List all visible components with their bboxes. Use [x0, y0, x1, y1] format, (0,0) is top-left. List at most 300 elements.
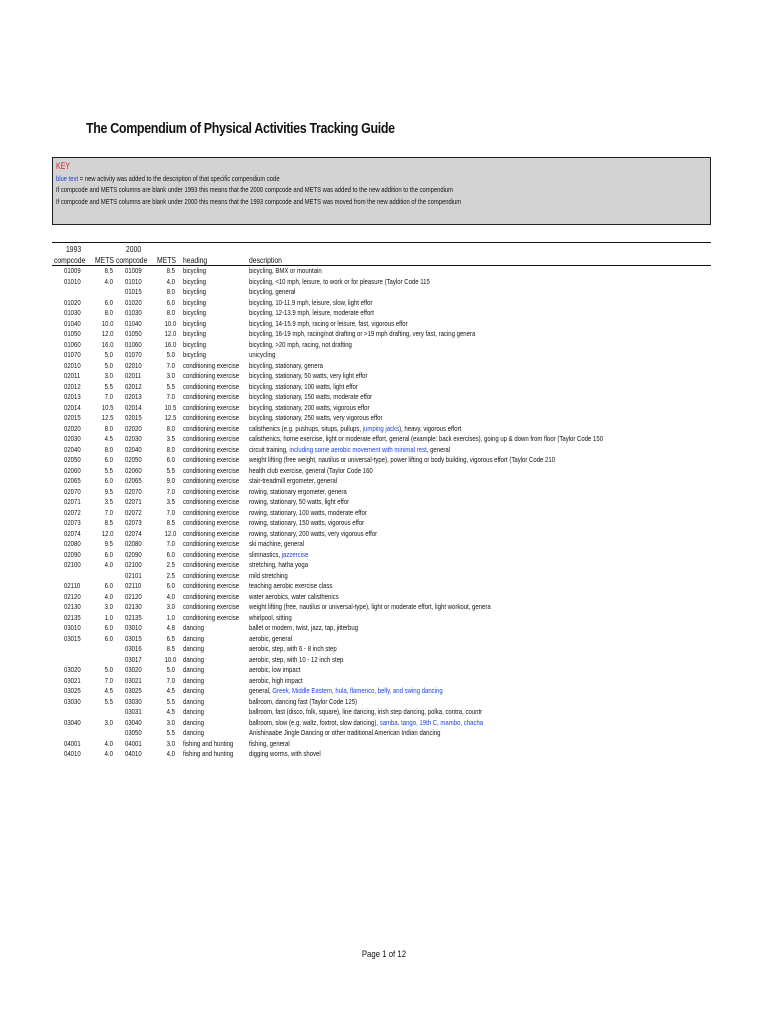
activity-heading: fishing and hunting: [183, 738, 234, 748]
table-row: [52, 434, 711, 445]
table-top-rule: [52, 242, 711, 243]
compcode-1993: 01050: [64, 329, 81, 338]
compcode-2000: 02100: [125, 560, 142, 569]
table-row: [52, 298, 711, 309]
table-row: [52, 623, 711, 634]
activity-heading: conditioning exercise: [183, 392, 240, 401]
activity-description: [249, 287, 295, 298]
table-row: [52, 266, 711, 277]
mets-2000: 6.0: [166, 455, 175, 464]
mets-1993: 5.0: [104, 350, 113, 359]
mets-2000: 10.0: [164, 654, 177, 664]
mets-2000: 4.0: [166, 749, 175, 758]
description-text: weight lifting (free weight, nautilus or universal-type), power lifting or body building, vigorous effort (Taylor Code 210: [249, 455, 556, 464]
compcode-2000: 02060: [125, 465, 142, 475]
compcode-1993: 02135: [64, 612, 81, 622]
compcode-2000: 03025: [125, 686, 142, 695]
mets-2000: 3.5: [166, 434, 175, 443]
compcode-1993: 04010: [64, 749, 81, 758]
activity-description: [249, 298, 373, 309]
mets-1993: 4.5: [104, 686, 113, 695]
compcode-2000: 02074: [125, 528, 142, 538]
description-text: bicycling, <10 mph, leisure, to work or for pleasure (Taylor Code 115: [249, 276, 430, 286]
compcode-2000: 02072: [125, 507, 142, 517]
activity-heading: conditioning exercise: [183, 612, 240, 622]
compcode-2000: 01070: [125, 350, 142, 359]
compcode-1993: 01020: [64, 297, 81, 307]
description-text: whirlpool, sitting: [249, 612, 292, 622]
activity-description: [249, 340, 352, 351]
activity-heading: conditioning exercise: [183, 497, 240, 506]
mets-2000: 7.0: [166, 507, 175, 517]
description-text: weight lifting (free, nautilus or universal-type), light or moderate effort, light workout, genera: [249, 602, 491, 611]
mets-2000: 7.0: [166, 360, 175, 370]
compcode-2000: 02011: [125, 371, 142, 380]
activity-heading: conditioning exercise: [183, 507, 240, 517]
compcode-1993: 02072: [64, 507, 81, 517]
table-row: [52, 613, 711, 624]
table-row: [52, 361, 711, 372]
activity-description: [249, 361, 323, 372]
table-row: [52, 476, 711, 487]
description-text: bicycling, >20 mph, racing, not drafting: [249, 339, 352, 349]
mets-1993: 6.0: [104, 633, 113, 643]
compcode-1993: 01010: [64, 276, 81, 286]
activity-heading: conditioning exercise: [183, 518, 240, 527]
compcode-2000: 02130: [125, 602, 142, 611]
activity-heading: conditioning exercise: [183, 434, 240, 443]
table-row: [52, 739, 711, 750]
mets-2000: 6.0: [166, 297, 175, 307]
table-row: [52, 697, 711, 708]
mets-1993: 6.0: [104, 455, 113, 464]
table-row: [52, 676, 711, 687]
activity-heading: dancing: [183, 696, 205, 706]
activity-description: [249, 676, 303, 687]
table-row: [52, 634, 711, 645]
compcode-1993: 02050: [64, 455, 81, 464]
table-row: [52, 445, 711, 456]
compcode-2000: 03021: [125, 675, 142, 685]
activity-description: [249, 634, 292, 645]
description-text: aerobic, step, with 10 - 12 inch step: [249, 654, 344, 664]
activity-heading: dancing: [183, 686, 205, 695]
activity-description: [249, 602, 491, 613]
compcode-1993: 01040: [64, 318, 81, 328]
compcode-2000: 01009: [125, 266, 142, 275]
compcode-1993: 03015: [64, 633, 81, 643]
activity-description: [249, 718, 483, 729]
compcode-2000: 01050: [125, 329, 142, 338]
compcode-2000: 02013: [125, 392, 142, 401]
activity-description: [249, 487, 347, 498]
compcode-1993: 02100: [64, 560, 81, 569]
activity-description: [249, 592, 339, 603]
column-header-row: [52, 255, 711, 266]
description-text: general,: [249, 686, 273, 695]
mets-1993: 6.0: [104, 623, 113, 632]
activity-heading: conditioning exercise: [183, 402, 240, 412]
description-text: digging worms, with shovel: [249, 749, 321, 758]
table-row: [52, 329, 711, 340]
mets-2000: 4.5: [166, 707, 175, 716]
mets-2000: 7.0: [166, 539, 175, 548]
column-header: compcode: [116, 254, 148, 265]
mets-1993: 10.5: [101, 402, 114, 412]
activities-table: [52, 244, 711, 760]
activity-description: [249, 277, 430, 288]
page-title: The Compendium of Physical Activities Tracking Guide: [86, 121, 395, 137]
mets-1993: 7.0: [104, 675, 113, 685]
column-header: heading: [183, 254, 208, 265]
compcode-1993: 02120: [64, 591, 81, 601]
activity-description: [249, 455, 555, 466]
description-text: bicycling, stationary, 200 watts, vigorous effor: [249, 402, 370, 412]
mets-1993: 8.0: [104, 308, 113, 317]
table-row: [52, 529, 711, 540]
compcode-1993: 02130: [64, 602, 81, 611]
activity-description: [249, 529, 377, 540]
table-row: [52, 581, 711, 592]
table-row: [52, 707, 711, 718]
activity-description: [249, 518, 364, 529]
activity-heading: bicycling: [183, 318, 207, 328]
mets-1993: 5.0: [104, 360, 113, 370]
compcode-1993: 02071: [64, 497, 81, 506]
activity-description: [249, 560, 308, 571]
description-text: aerobic, low impact: [249, 665, 301, 674]
activity-heading: conditioning exercise: [183, 591, 240, 601]
compcode-1993: 02090: [64, 549, 81, 559]
compcode-1993: 02010: [64, 360, 81, 370]
activity-heading: dancing: [183, 633, 205, 643]
activity-description: [249, 382, 358, 393]
description-text: aerobic, high impact: [249, 675, 303, 685]
description-text: bicycling, 10-11.9 mph, leisure, slow, light effor: [249, 297, 373, 307]
table-row: [52, 382, 711, 393]
compcode-1993: 03025: [64, 686, 81, 695]
mets-2000: 3.5: [166, 497, 175, 506]
mets-1993: 1.0: [104, 612, 113, 622]
activity-heading: dancing: [183, 665, 205, 674]
activity-description: [249, 686, 443, 697]
mets-2000: 9.0: [166, 476, 175, 485]
table-row: [52, 655, 711, 666]
mets-1993: 8.5: [104, 518, 113, 527]
description-text: ballet or modern, twist, jazz, tap, jitterbug: [249, 623, 359, 632]
mets-2000: 3.0: [166, 717, 175, 727]
description-text: water aerobics, water calisthenics: [249, 591, 339, 601]
compcode-2000: 02015: [125, 413, 142, 422]
description-text: stretching, hatha yoga: [249, 560, 309, 569]
description-text: Anishinaabe Jingle Dancing or other traditional American Indian dancing: [249, 728, 441, 737]
mets-2000: 7.0: [166, 486, 175, 496]
column-header: METS: [157, 254, 176, 265]
year-2000-label: 2000: [126, 244, 142, 254]
activity-description: [249, 319, 408, 330]
activity-heading: bicycling: [183, 297, 207, 307]
mets-1993: 4.0: [104, 749, 113, 758]
compcode-2000: 03050: [125, 728, 142, 737]
compcode-2000: 03015: [125, 633, 142, 643]
mets-1993: 8.0: [104, 423, 113, 433]
compcode-2000: 03040: [125, 717, 142, 727]
table-row: [52, 371, 711, 382]
description-text: calisthenics (e.g. pushups, situps, pullups,: [249, 423, 363, 433]
activity-heading: dancing: [183, 623, 205, 632]
mets-1993: 3.5: [104, 497, 113, 506]
year-1993-label: 1993: [66, 244, 82, 254]
mets-1993: 4.5: [104, 434, 113, 443]
compcode-1993: 02015: [64, 413, 81, 422]
description-text: bicycling, stationary, genera: [249, 360, 323, 370]
activity-heading: conditioning exercise: [183, 602, 240, 611]
mets-1993: 6.0: [104, 549, 113, 559]
description-text: bicycling, stationary, 100 watts, light effor: [249, 381, 358, 391]
compcode-1993: 01070: [64, 350, 81, 359]
compcode-2000: 02071: [125, 497, 142, 506]
mets-1993: 3.0: [104, 717, 113, 727]
activity-heading: conditioning exercise: [183, 455, 240, 464]
mets-1993: 5.0: [104, 665, 113, 674]
description-new-text: jumping jacks: [362, 423, 400, 433]
table-row: [52, 340, 711, 351]
mets-1993: 4.0: [104, 591, 113, 601]
description-text: mild stretching: [249, 570, 288, 580]
mets-2000: 5.5: [166, 728, 175, 737]
mets-1993: 4.0: [104, 738, 113, 748]
activity-description: [249, 749, 321, 760]
compcode-1993: 02070: [64, 486, 81, 496]
activity-description: [249, 466, 373, 477]
compcode-1993: 04001: [64, 738, 81, 748]
mets-2000: 5.0: [166, 350, 175, 359]
key-line-1: [56, 173, 564, 185]
mets-2000: 1.0: [166, 612, 175, 622]
page-number: Page 1 of 12: [361, 949, 407, 960]
mets-2000: 5.5: [166, 381, 175, 391]
compcode-2000: 02020: [125, 423, 142, 433]
activity-description: [249, 697, 357, 708]
compcode-2000: 02120: [125, 591, 142, 601]
activity-description: [249, 329, 475, 340]
description-text: health club exercise, general (Taylor Code 160: [249, 465, 373, 475]
activity-description: [249, 350, 275, 361]
activity-heading: conditioning exercise: [183, 528, 240, 538]
compcode-2000: 02080: [125, 539, 142, 548]
mets-2000: 8.0: [166, 308, 175, 317]
mets-1993: 8.0: [104, 444, 113, 454]
description-text: ballroom, dancing fast (Taylor Code 125): [249, 696, 358, 706]
table-row: [52, 749, 711, 760]
mets-1993: 7.0: [104, 392, 113, 401]
mets-2000: 5.0: [166, 665, 175, 674]
compcode-2000: 01060: [125, 339, 142, 349]
description-text: ballroom, fast (disco, folk, square), line dancing, irish step dancing, polka, contra, countr: [249, 707, 483, 716]
activity-description: [249, 476, 337, 487]
compcode-2000: 02065: [125, 476, 142, 485]
mets-2000: 8.5: [166, 644, 175, 653]
mets-1993: 4.0: [104, 560, 113, 569]
description-new-text: Greek, Middle Eastern, hula, flamenco, belly, and swing dancing: [272, 686, 443, 695]
mets-1993: 10.0: [101, 318, 114, 328]
compcode-2000: 02012: [125, 381, 142, 391]
compcode-2000: 01040: [125, 318, 142, 328]
compcode-2000: 02070: [125, 486, 142, 496]
mets-2000: 16.0: [164, 339, 177, 349]
activity-heading: dancing: [183, 654, 205, 664]
description-text: bicycling, 16-19 mph, racing/not drafting or >19 mph drafting, very fast, racing genera: [249, 329, 476, 338]
table-row: [52, 592, 711, 603]
mets-1993: 6.0: [104, 297, 113, 307]
compcode-2000: 03010: [125, 623, 142, 632]
description-text: stair-treadmill ergometer, general: [249, 476, 338, 485]
table-row: [52, 466, 711, 477]
activity-description: [249, 371, 368, 382]
compcode-1993: 02110: [64, 581, 81, 590]
table-row: [52, 487, 711, 498]
description-text: bicycling, 12-13.9 mph, leisure, moderate effort: [249, 308, 374, 317]
compcode-2000: 02110: [125, 581, 142, 590]
compcode-2000: 01020: [125, 297, 142, 307]
compcode-1993: 02014: [64, 402, 81, 412]
mets-1993: 9.5: [104, 539, 113, 548]
activity-heading: conditioning exercise: [183, 381, 240, 391]
activity-description: [249, 497, 349, 508]
description-text: bicycling, 14-15.9 mph, racing or leisure, fast, vigorous effor: [249, 318, 408, 328]
activity-description: [249, 445, 450, 456]
compcode-2000: 02030: [125, 434, 142, 443]
mets-1993: 16.0: [101, 339, 114, 349]
compcode-2000: 01010: [125, 276, 142, 286]
compcode-2000: 02090: [125, 549, 142, 559]
compcode-2000: 02050: [125, 455, 142, 464]
mets-2000: 4.0: [166, 591, 175, 601]
mets-2000: 4.5: [166, 686, 175, 695]
key-line-3: If compcode and METS columns are blank under 2000 this means that the 1993 compcode and METS was moved from the new addition of the compendium: [56, 196, 462, 206]
table-row: [52, 718, 711, 729]
compcode-2000: 03017: [125, 654, 142, 664]
mets-2000: 10.5: [164, 402, 177, 412]
activity-heading: conditioning exercise: [183, 560, 240, 569]
compcode-1993: 03030: [64, 696, 81, 706]
table-row: [52, 560, 711, 571]
activity-description: [249, 434, 603, 445]
activity-description: [249, 266, 322, 277]
table-row: [52, 403, 711, 414]
compcode-1993: 02011: [64, 371, 81, 380]
compcode-1993: 02020: [64, 423, 81, 433]
description-text: aerobic, step, with 6 - 8 inch step: [249, 644, 337, 653]
table-row: [52, 602, 711, 613]
table-row: [52, 413, 711, 424]
mets-2000: 3.0: [166, 738, 175, 748]
table-row: [52, 539, 711, 550]
table-row: [52, 277, 711, 288]
compcode-1993: 02065: [64, 476, 81, 485]
mets-1993: 8.5: [104, 266, 113, 275]
table-row: [52, 518, 711, 529]
mets-2000: 8.0: [166, 444, 175, 454]
mets-1993: 9.5: [104, 486, 113, 496]
table-row: [52, 497, 711, 508]
activity-heading: conditioning exercise: [183, 539, 240, 548]
compcode-2000: 03031: [125, 707, 142, 716]
compcode-1993: 02080: [64, 539, 81, 548]
activity-description: [249, 308, 374, 319]
activity-heading: fishing and hunting: [183, 749, 234, 758]
description-text: teaching aerobic exercise class: [249, 581, 333, 590]
activity-heading: bicycling: [183, 308, 207, 317]
description-text: bicycling, stationary, 50 watts, very light effor: [249, 371, 368, 380]
activity-description: [249, 508, 367, 519]
activity-heading: conditioning exercise: [183, 570, 240, 580]
activity-heading: conditioning exercise: [183, 444, 240, 454]
description-tail-text: ), heavy, vigorous effort: [399, 423, 462, 433]
description-text: circuit training,: [249, 444, 290, 454]
key-line-2: If compcode and METS columns are blank under 1993 this means that the 2000 compcode and METS was added to the new addition to the compendium: [56, 185, 454, 194]
activity-heading: bicycling: [183, 329, 207, 338]
mets-2000: 3.0: [166, 371, 175, 380]
mets-2000: 10.0: [164, 318, 177, 328]
activity-description: [249, 665, 300, 676]
mets-2000: 6.0: [166, 581, 175, 590]
description-text: calisthenics, home exercise, light or moderate effort, general (example: back exercises), going up & down from floor (Taylor Code 150: [249, 434, 604, 443]
table-row: [52, 287, 711, 298]
key-line-1-text: = new activity was added to the description of that specific compendium code: [78, 173, 280, 183]
activity-heading: conditioning exercise: [183, 413, 240, 422]
mets-2000: 7.0: [166, 675, 175, 685]
description-text: unicycling: [249, 350, 276, 359]
compcode-2000: 03016: [125, 644, 142, 653]
mets-1993: 3.0: [104, 602, 113, 611]
activity-heading: conditioning exercise: [183, 360, 240, 370]
description-text: rowing, stationary, 200 watts, very vigorous effor: [249, 528, 378, 538]
mets-1993: 5.5: [104, 465, 113, 475]
compcode-1993: 02073: [64, 518, 81, 527]
mets-1993: 7.0: [104, 507, 113, 517]
activity-heading: bicycling: [183, 276, 207, 286]
key-box: [52, 157, 711, 225]
activity-heading: dancing: [183, 644, 205, 653]
activity-heading: dancing: [183, 728, 205, 737]
mets-1993: 12.0: [101, 329, 114, 338]
activity-heading: bicycling: [183, 266, 207, 275]
mets-2000: 4.0: [166, 276, 175, 286]
description-text: bicycling, BMX or mountain: [249, 266, 322, 275]
description-text: bicycling, stationary, 250 watts, very vigorous effor: [249, 413, 383, 422]
mets-2000: 12.0: [164, 329, 177, 338]
compcode-2000: 01030: [125, 308, 142, 317]
activity-heading: bicycling: [183, 350, 207, 359]
table-row: [52, 571, 711, 582]
activity-description: [249, 655, 343, 666]
table-row: [52, 424, 711, 435]
table-row: [52, 644, 711, 655]
activity-description: [249, 739, 290, 750]
activity-heading: conditioning exercise: [183, 465, 240, 475]
compcode-2000: 02040: [125, 444, 142, 454]
description-tail-text: , general: [426, 444, 451, 454]
description-text: ski machine, general: [249, 539, 305, 548]
description-new-text: jazzercise: [281, 549, 309, 559]
description-text: fishing, general: [249, 738, 290, 748]
column-header: description: [249, 254, 282, 265]
description-text: ballroom, slow (e.g. waltz, foxtrot, slow dancing),: [249, 717, 380, 727]
activity-heading: conditioning exercise: [183, 486, 240, 496]
activity-heading: conditioning exercise: [183, 371, 240, 380]
activity-description: [249, 644, 337, 655]
